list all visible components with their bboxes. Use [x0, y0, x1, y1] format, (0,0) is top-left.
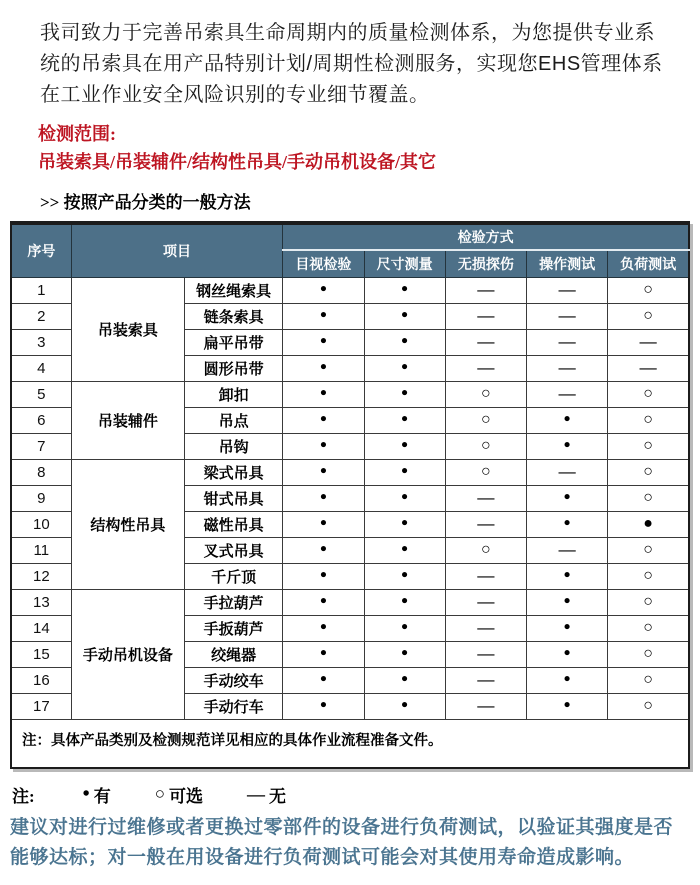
mark-cell: •: [526, 589, 607, 615]
mark-cell: •: [283, 511, 364, 537]
legend-item-optional: [155, 782, 203, 807]
item-cell: 千斤顶: [185, 563, 283, 589]
row-number-cell: 7: [11, 433, 71, 459]
row-number-cell: 2: [11, 303, 71, 329]
mark-cell: •: [364, 485, 445, 511]
mark-cell: •: [283, 537, 364, 563]
mark-cell: •: [283, 615, 364, 641]
mark-cell: —: [526, 355, 607, 381]
legend-label-optional: 可选: [168, 786, 203, 806]
mark-cell: •: [364, 407, 445, 433]
mark-cell: —: [445, 511, 526, 537]
mark-cell: ○: [608, 537, 689, 563]
scope-title: 检测范围:: [38, 124, 116, 144]
category-cell: 吊装索具: [71, 277, 184, 381]
row-number-cell: 3: [11, 329, 71, 355]
header-method-dimension: 尺寸测量: [364, 250, 445, 277]
row-number-cell: 14: [11, 615, 71, 641]
advice-text: 建议对进行过维修或者更换过零部件的设备进行负荷测试，以验证其强度是否能够达标；对一般在用设备进行负荷测试可能会对其使用寿命造成影响。: [10, 816, 674, 868]
mark-cell: —: [445, 485, 526, 511]
section-heading: >> 按照产品分类的一般方法: [40, 193, 251, 212]
mark-cell: —: [445, 329, 526, 355]
mark-cell: •: [364, 303, 445, 329]
row-number-cell: 5: [11, 381, 71, 407]
table-footnote: 注：具体产品类别及检测规范详见相应的具体作业流程准备文件。: [11, 719, 689, 768]
row-number-cell: 17: [11, 693, 71, 719]
mark-cell: —: [526, 303, 607, 329]
header-method-load: 负荷测试: [608, 250, 689, 277]
item-cell: 吊钩: [185, 433, 283, 459]
mark-cell: •: [364, 693, 445, 719]
mark-cell: •: [364, 355, 445, 381]
mark-cell: •: [526, 511, 607, 537]
mark-cell: •: [283, 433, 364, 459]
legend-item-has: [83, 782, 111, 807]
mark-cell: —: [608, 355, 689, 381]
category-cell: 吊装辅件: [71, 381, 184, 459]
mark-cell: ●: [608, 511, 689, 537]
mark-cell: ○: [445, 459, 526, 485]
mark-cell: —: [526, 459, 607, 485]
mark-cell: •: [283, 303, 364, 329]
mark-cell: ○: [608, 485, 689, 511]
mark-cell: ○: [608, 615, 689, 641]
mark-cell: —: [445, 667, 526, 693]
mark-cell: —: [445, 589, 526, 615]
row-number-cell: 15: [11, 641, 71, 667]
mark-cell: •: [283, 329, 364, 355]
header-row-top: [11, 223, 689, 250]
item-cell: 磁性吊具: [185, 511, 283, 537]
mark-cell: —: [608, 329, 689, 355]
mark-cell: •: [364, 381, 445, 407]
mark-cell: —: [445, 563, 526, 589]
mark-cell: •: [526, 693, 607, 719]
scope-items: 吊装索具/吊装辅件/结构性吊具/手动吊机设备/其它: [38, 152, 437, 172]
mark-cell: —: [526, 537, 607, 563]
mark-cell: ○: [608, 693, 689, 719]
item-cell: 绞绳器: [185, 641, 283, 667]
mark-cell: —: [526, 329, 607, 355]
mark-cell: •: [526, 407, 607, 433]
mark-cell: •: [283, 459, 364, 485]
mark-cell: •: [364, 641, 445, 667]
dot-symbol-icon: •: [82, 782, 90, 805]
mark-cell: •: [364, 589, 445, 615]
header-method-ndt: 无损探伤: [445, 250, 526, 277]
mark-cell: —: [445, 303, 526, 329]
mark-cell: •: [283, 641, 364, 667]
item-cell: 叉式吊具: [185, 537, 283, 563]
table-row: [11, 459, 689, 485]
category-cell: 手动吊机设备: [71, 589, 184, 719]
mark-cell: •: [364, 615, 445, 641]
mark-cell: •: [283, 485, 364, 511]
row-number-cell: 13: [11, 589, 71, 615]
item-cell: 钢丝绳索具: [185, 277, 283, 303]
mark-cell: ○: [445, 381, 526, 407]
row-number-cell: 9: [11, 485, 71, 511]
table-row: [11, 589, 689, 615]
mark-cell: •: [364, 563, 445, 589]
item-cell: 手拉葫芦: [185, 589, 283, 615]
mark-cell: •: [283, 667, 364, 693]
legend: [12, 782, 700, 807]
mark-cell: •: [283, 693, 364, 719]
mark-cell: •: [526, 641, 607, 667]
mark-cell: •: [364, 667, 445, 693]
row-number-cell: 1: [11, 277, 71, 303]
legend-label-has: 有: [93, 786, 111, 806]
mark-cell: —: [445, 277, 526, 303]
mark-cell: —: [445, 355, 526, 381]
table-row: [11, 277, 689, 303]
mark-cell: ○: [608, 459, 689, 485]
item-cell: 链条索具: [185, 303, 283, 329]
row-number-cell: 16: [11, 667, 71, 693]
legend-label-none: 无: [268, 786, 286, 806]
mark-cell: ○: [608, 589, 689, 615]
mark-cell: ○: [608, 381, 689, 407]
mark-cell: •: [364, 511, 445, 537]
mark-cell: ○: [608, 433, 689, 459]
mark-cell: —: [526, 277, 607, 303]
mark-cell: •: [283, 277, 364, 303]
row-number-cell: 4: [11, 355, 71, 381]
mark-cell: ○: [445, 433, 526, 459]
table-row: [11, 381, 689, 407]
legend-prefix: 注:: [12, 786, 35, 806]
intro-paragraph: 我司致力于完善吊索具生命周期内的质量检测体系，为您提供专业系统的吊索具在用产品特别计划/周期性检测服务，实现您EHS管理体系在工业作业安全风险识别的专业细节覆盖。: [40, 22, 663, 106]
category-cell: 结构性吊具: [71, 459, 184, 589]
item-cell: 圆形吊带: [185, 355, 283, 381]
inspection-methods-table: [10, 221, 690, 769]
mark-cell: •: [364, 459, 445, 485]
circle-symbol-icon: ○: [154, 784, 165, 803]
mark-cell: ○: [608, 641, 689, 667]
footnote-row: [11, 719, 689, 768]
mark-cell: •: [283, 563, 364, 589]
item-cell: 钳式吊具: [185, 485, 283, 511]
item-cell: 扁平吊带: [185, 329, 283, 355]
mark-cell: ○: [608, 563, 689, 589]
mark-cell: •: [364, 277, 445, 303]
header-item: 项目: [71, 223, 283, 277]
mark-cell: —: [526, 381, 607, 407]
row-number-cell: 11: [11, 537, 71, 563]
item-cell: 手动绞车: [185, 667, 283, 693]
mark-cell: —: [445, 615, 526, 641]
mark-cell: —: [445, 693, 526, 719]
product-table-body: [11, 277, 689, 719]
mark-cell: ○: [608, 277, 689, 303]
mark-cell: •: [283, 381, 364, 407]
mark-cell: ○: [608, 303, 689, 329]
mark-cell: •: [364, 537, 445, 563]
row-number-cell: 6: [11, 407, 71, 433]
item-cell: 梁式吊具: [185, 459, 283, 485]
mark-cell: ○: [608, 407, 689, 433]
item-cell: 吊点: [185, 407, 283, 433]
mark-cell: •: [526, 615, 607, 641]
item-cell: 卸扣: [185, 381, 283, 407]
mark-cell: ○: [608, 667, 689, 693]
row-number-cell: 10: [11, 511, 71, 537]
mark-cell: •: [283, 407, 364, 433]
item-cell: 手动行车: [185, 693, 283, 719]
mark-cell: •: [526, 433, 607, 459]
mark-cell: •: [526, 667, 607, 693]
legend-item-none: [247, 782, 286, 807]
mark-cell: •: [364, 433, 445, 459]
mark-cell: •: [283, 355, 364, 381]
mark-cell: —: [445, 641, 526, 667]
mark-cell: ○: [445, 537, 526, 563]
row-number-cell: 8: [11, 459, 71, 485]
item-cell: 手扳葫芦: [185, 615, 283, 641]
mark-cell: •: [526, 485, 607, 511]
header-method-operation: 操作测试: [526, 250, 607, 277]
mark-cell: •: [526, 563, 607, 589]
header-method-group: 检验方式: [283, 223, 689, 250]
header-method-visual: 目视检验: [283, 250, 364, 277]
row-number-cell: 12: [11, 563, 71, 589]
header-no: 序号: [11, 223, 71, 277]
mark-cell: •: [364, 329, 445, 355]
mark-cell: •: [283, 589, 364, 615]
mark-cell: ○: [445, 407, 526, 433]
dash-symbol-icon: —: [246, 783, 265, 804]
